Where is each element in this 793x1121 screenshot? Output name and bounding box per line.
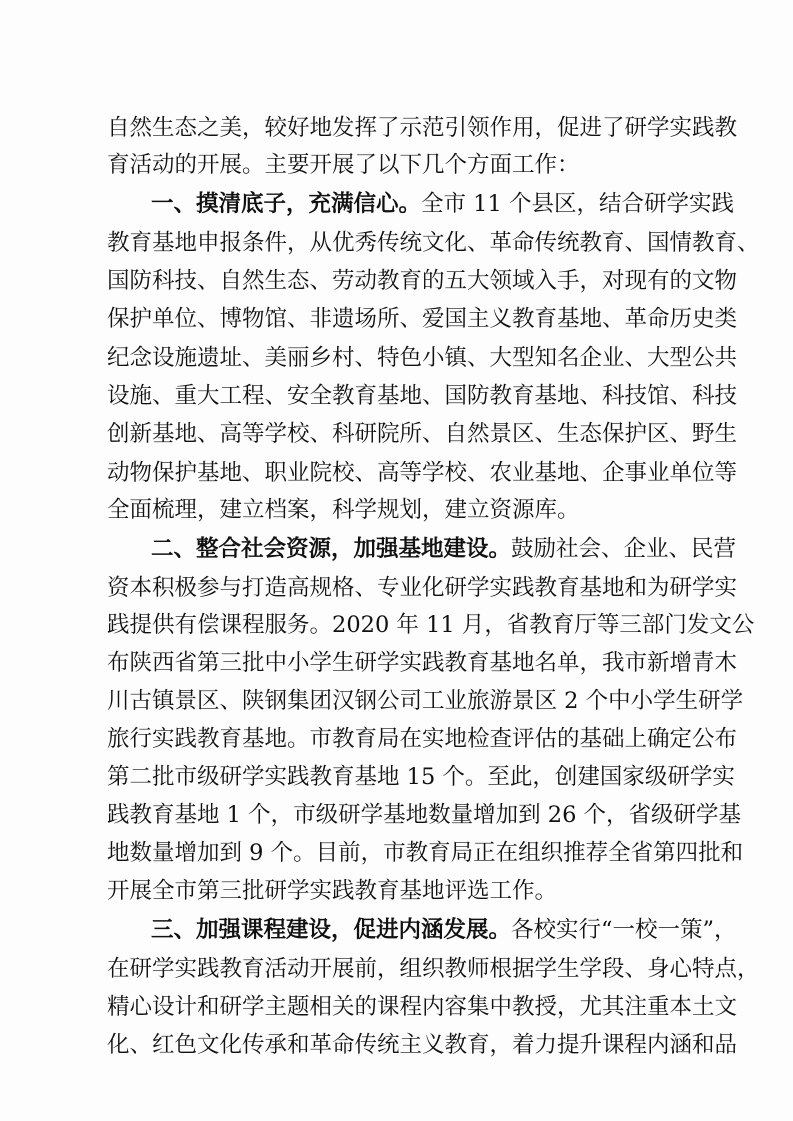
body-line: 开展全市第三批研学实践教育基地评选工作。: [107, 878, 558, 904]
body-line: 创新基地、高等学校、科研院所、自然景区、生态保护区、野生: [107, 421, 738, 447]
section-heading: 二、整合社会资源，加强基地建设。: [151, 536, 512, 562]
body-line: 旅行实践教育基地。市教育局在实地检查评估的基础上确定公布: [107, 726, 738, 752]
body-line: 化、红色文化传承和革命传统主义教育，着力提升课程内涵和品: [107, 1032, 738, 1058]
body-line: 地数量增加到 9 个。目前，市教育局正在组织推荐全省第四批和: [107, 840, 744, 866]
body-line: 自然生态之美，较好地发挥了示范引领作用，促进了研学实践教: [107, 115, 738, 141]
body-line: 纪念设施遗址、美丽乡村、特色小镇、大型知名企业、大型公共: [107, 345, 738, 371]
section-heading: 三、加强课程建设，促进内涵发展。: [151, 917, 512, 943]
body-line: 布陕西省第三批中小学生研学实践教育基地名单，我市新增青木: [107, 650, 738, 676]
body-line: 教育基地申报条件，从优秀传统文化、革命传统教育、国情教育、: [107, 230, 760, 256]
section-1-first-line: [151, 186, 734, 222]
section-text: 全市 11 个县区，结合研学实践: [421, 191, 734, 217]
body-line: 在研学实践教育活动开展前，组织教师根据学生学段、身心特点，: [107, 956, 760, 982]
body-line: 设施、重大工程、安全教育基地、国防教育基地、科技馆、科技: [107, 383, 738, 409]
body-line: 第二批市级研学实践教育基地 15 个。至此，创建国家级研学实: [107, 764, 735, 790]
body-line: 国防科技、自然生态、劳动教育的五大领域入手，对现有的文物: [107, 268, 738, 294]
section-text: 各校实行“一校一策”，: [511, 917, 737, 943]
body-line: 川古镇景区、陕钢集团汉钢公司工业旅游景区 2 个中小学生研学: [107, 688, 744, 714]
body-line: 动物保护基地、职业院校、高等学校、农业基地、企事业单位等: [107, 460, 738, 486]
body-line: 全面梳理，建立档案，科学规划，建立资源库。: [107, 497, 580, 523]
body-line: 践教育基地 1 个，市级研学基地数量增加到 26 个，省级研学基: [107, 802, 742, 828]
body-line: 精心设计和研学主题相关的课程内容集中教授，尤其注重本土文: [107, 994, 738, 1020]
section-heading: 一、摸清底子，充满信心。: [151, 191, 422, 217]
section-3-first-line: [151, 912, 737, 948]
section-2-first-line: [151, 531, 737, 567]
body-line: 践提供有偿课程服务。2020 年 11 月，省教育厅等三部门发文公: [107, 612, 755, 638]
body-line: 保护单位、博物馆、非遗场所、爱国主义教育基地、革命历史类: [107, 306, 738, 332]
section-text: 鼓励社会、企业、民营: [511, 536, 737, 562]
body-line: 育活动的开展。主要开展了以下几个方面工作：: [107, 152, 580, 178]
body-line: 资本积极参与打造高规格、专业化研学实践教育基地和为研学实: [107, 575, 738, 601]
